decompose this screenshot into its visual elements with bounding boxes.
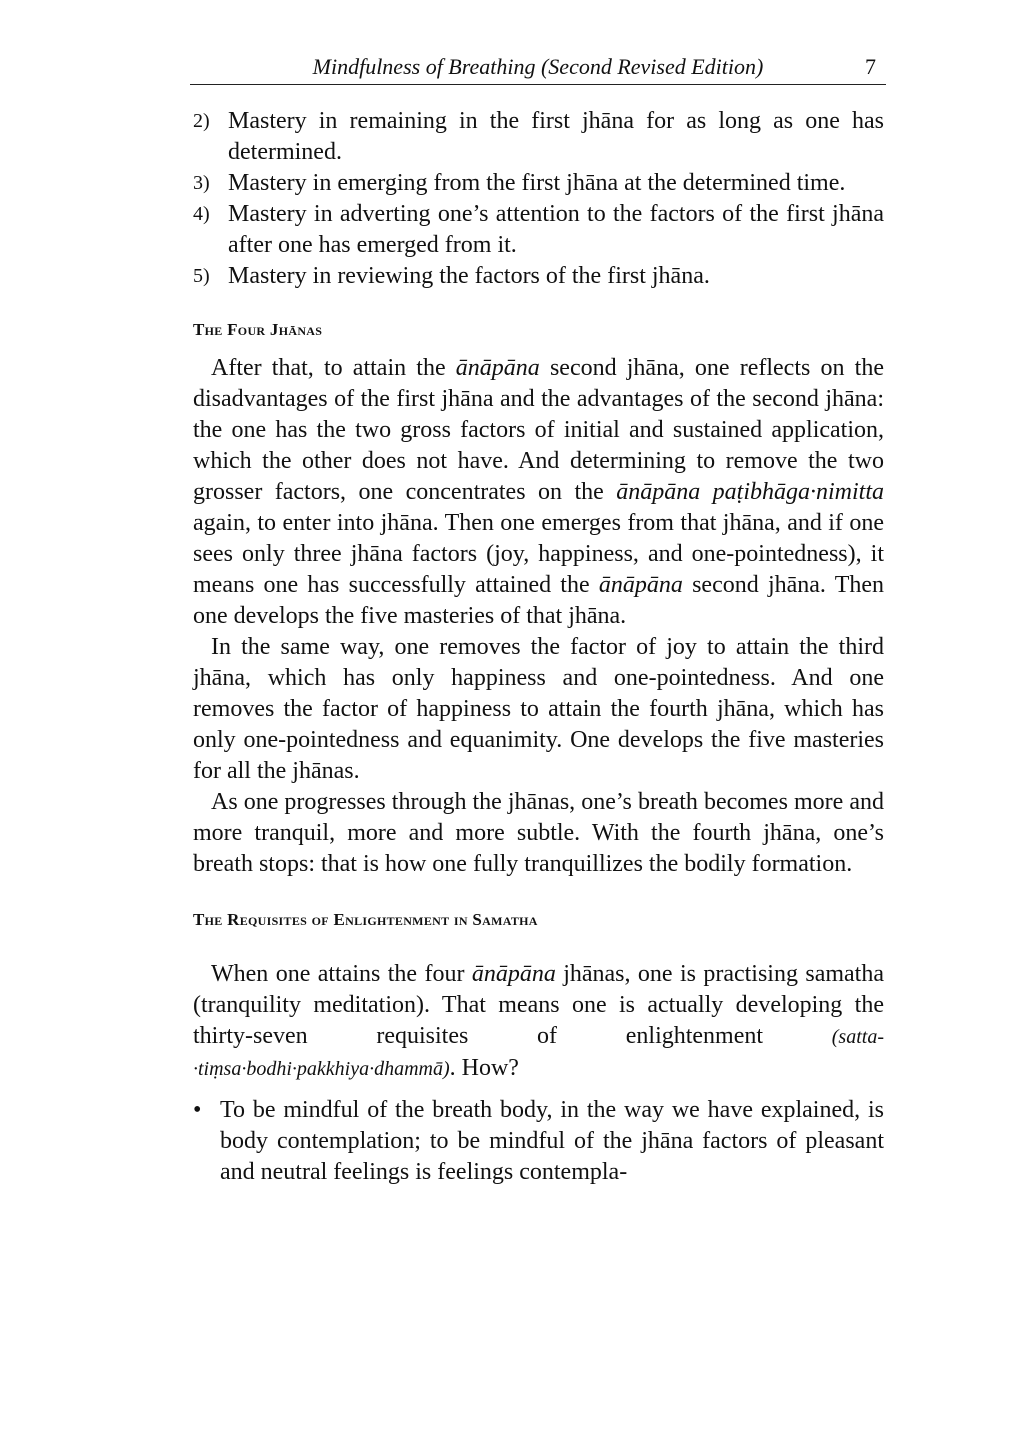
list-text: Mastery in remaining in the first jhāna for as long as one has determined. [228,108,884,165]
text-run: . How? [449,1055,519,1081]
bullet-text: To be mindful of the breath body, in the way we have explained, is body contemplation; to be mindful of the jhāna factors of pleasant and neutral feelings is feelings contempla- [220,1097,884,1185]
list-number: 2) [193,110,210,132]
italic-term: ānāpāna [471,961,556,987]
bullet-mark: • [193,1097,202,1123]
masteries-list [193,106,884,292]
page-header [190,52,886,85]
italic-term: (satta·tiṃsa·bodhi·pakkhiya·dhammā) [193,1026,884,1080]
list-number: 5) [193,265,210,287]
list-item [193,1095,884,1188]
paragraph: In the same way, one removes the factor of joy to attain the third jhāna, which has only happiness and one-pointedness. And one removes the factor of happiness to attain the fourth jhāna, which has only one-pointedness and equanimity. One develops the five masteries for all the jhānas. [193,634,884,784]
section-heading-requisites: The Requisites of Enlightenment in Samatha [193,910,538,929]
list-item [193,106,884,168]
text-run: again, to enter into jhāna. Then one emerges from that jhāna, and if one sees only three jhāna factors (joy, happiness, and one-pointedness), it means one has successfully attained the [193,510,884,598]
text-run: second jhāna. Then one develops the five masteries of that jhāna. [193,572,885,629]
paragraph: As one progresses through the jhānas, one’s breath becomes more and more tranquil, more and more subtle. With the fourth jhāna, one’s breath stops: that is how one fully tranquillizes the bodily formation. [193,789,884,877]
italic-term: ānāpāna [455,355,540,381]
text-run: second jhāna, one reflects on the disadvantages of the first jhāna and the advantages of the second jhāna: the one has the two gross factors of initial and sustained application, which the other does not have. And determining to remove the two grosser factors, one concentrates on the [193,355,885,505]
paragraph [193,959,884,1085]
list-item [193,168,884,199]
list-number: 3) [193,172,210,194]
list-item [193,199,884,261]
bullet-list [193,1095,884,1188]
list-number: 4) [193,203,210,225]
list-text: Mastery in emerging from the first jhāna at the determined time. [228,170,846,196]
italic-term: ānāpāna [598,572,683,598]
list-item [193,261,884,292]
text-run: When one attains the four [211,961,472,987]
list-text: Mastery in reviewing the factors of the first jhāna. [228,263,710,289]
italic-term: ānāpāna paṭibhāga·nimitta [616,479,885,505]
list-text: Mastery in adverting one’s attention to the factors of the first jhāna after one has emerged from it. [228,201,884,258]
section-heading-four-jhanas: The Four Jhānas [193,320,323,339]
text-run: After that, to attain the [211,355,456,381]
text-run: jhānas, one is practising samatha (tranquility meditation). That means one is actually developing the thirty-seven requisites of enlightenment [193,961,884,1049]
page-body [193,106,884,1188]
running-title: Mindfulness of Breathing (Second Revised Edition) [312,54,764,79]
page-number: 7 [865,54,876,79]
paragraph [193,353,884,632]
